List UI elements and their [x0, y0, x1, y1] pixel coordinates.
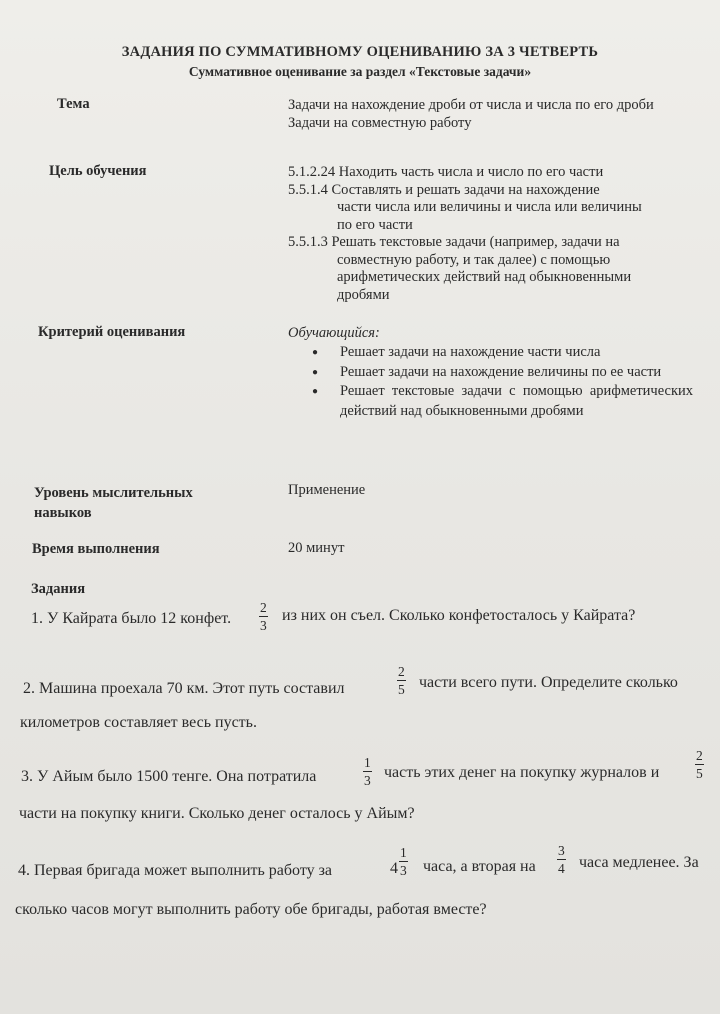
- task-2-part-b: части всего пути. Определите сколько: [419, 674, 678, 691]
- goal-label: Цель обучения: [49, 163, 147, 179]
- criteria-label: Критерий оценивания: [38, 324, 186, 340]
- criteria-intro: Обучающийся:: [288, 325, 380, 341]
- goal-item-3: 5.5.1.3 Решать текстовые задачи (например, задачи на: [288, 234, 620, 250]
- goal-item-2-cont: части числа или величины и числа или величины по его части: [337, 199, 642, 233]
- task-2-part-a: 2. Машина проехала 70 км. Этот путь составил: [23, 680, 345, 697]
- task-4-line-2: сколько часов могут выполнить работу обе бригады, работая вместе?: [15, 901, 487, 918]
- goal-item-1: 5.1.2.24 Находить часть числа и число по его части: [288, 164, 604, 180]
- task-4-part-c: часа медленее. За: [579, 854, 699, 871]
- task-4-part-a: 4. Первая бригада может выполнить работу за: [18, 862, 333, 879]
- criteria-bullet-2: ● Решает задачи на нахождение величины по ее части: [288, 363, 693, 383]
- level-label: [34, 483, 193, 523]
- page-title: ЗАДАНИЯ ПО СУММАТИВНОМУ ОЦЕНИВАНИЮ ЗА 3 ЧЕТВЕРТЬ: [121, 44, 599, 60]
- page-subtitle: Суммативное оценивание за раздел «Текстовые задачи»: [188, 64, 532, 79]
- task-4-fraction-2: $\frac{3}{4}$: [558, 843, 565, 876]
- criteria-list: [288, 343, 693, 421]
- level-label-line-1: Уровень мыслительных: [34, 485, 193, 501]
- tema-line-1: Задачи на нахождение дроби от числа и числа по его дроби: [288, 97, 654, 113]
- task-1-fraction: $\frac{2}{3}$: [260, 600, 267, 633]
- tema-label: Тема: [57, 96, 90, 112]
- tasks-heading: Задания: [31, 581, 86, 597]
- task-3-fraction-2: $\frac{2}{5}$: [696, 748, 703, 781]
- goal-value: [288, 164, 678, 304]
- task-4-part-b: часа, а вторая на: [423, 858, 536, 875]
- level-value: Применение: [288, 482, 366, 498]
- task-2-line-2: километров составляет весь пусть.: [20, 714, 257, 731]
- task-1-part-a: 1. У Кайрата было 12 конфет.: [31, 610, 232, 627]
- task-1-part-b: из них он съел. Сколько конфетосталось у Кайрата?: [282, 607, 636, 624]
- task-2-fraction: $\frac{2}{5}$: [398, 664, 405, 697]
- tema-value: [288, 97, 673, 132]
- time-label: Время выполнения: [32, 541, 160, 557]
- time-value: 20 минут: [288, 540, 345, 556]
- task-3-part-b: часть этих денег на покупку журналов и: [384, 764, 660, 781]
- criteria-bullet-3: ● Решает текстовые задачи с помощью арифметических действий над обыкновенными дробями: [288, 382, 693, 421]
- level-label-line-2: навыков: [34, 505, 92, 521]
- task-4-fraction-1: $\frac{1}{3}$: [400, 845, 407, 878]
- goal-item-3-cont: совместную работу, и так далее) с помощью арифметических действий над обыкновенными дробями: [337, 251, 632, 303]
- tema-line-2: Задачи на совместную работу: [288, 114, 472, 131]
- task-3-fraction-1: $\frac{1}{3}$: [364, 755, 371, 788]
- criteria-bullet-1: ● Решает задачи на нахождение части числа: [288, 343, 693, 363]
- task-4-mixed-whole: 4: [390, 860, 398, 877]
- task-3-part-a: 3. У Айым было 1500 тенге. Она потратила: [21, 768, 317, 785]
- goal-item-2: 5.5.1.4 Составлять и решать задачи на нахождение: [288, 181, 600, 198]
- task-3-line-2: части на покупку книги. Сколько денег осталось у Айым?: [19, 805, 415, 822]
